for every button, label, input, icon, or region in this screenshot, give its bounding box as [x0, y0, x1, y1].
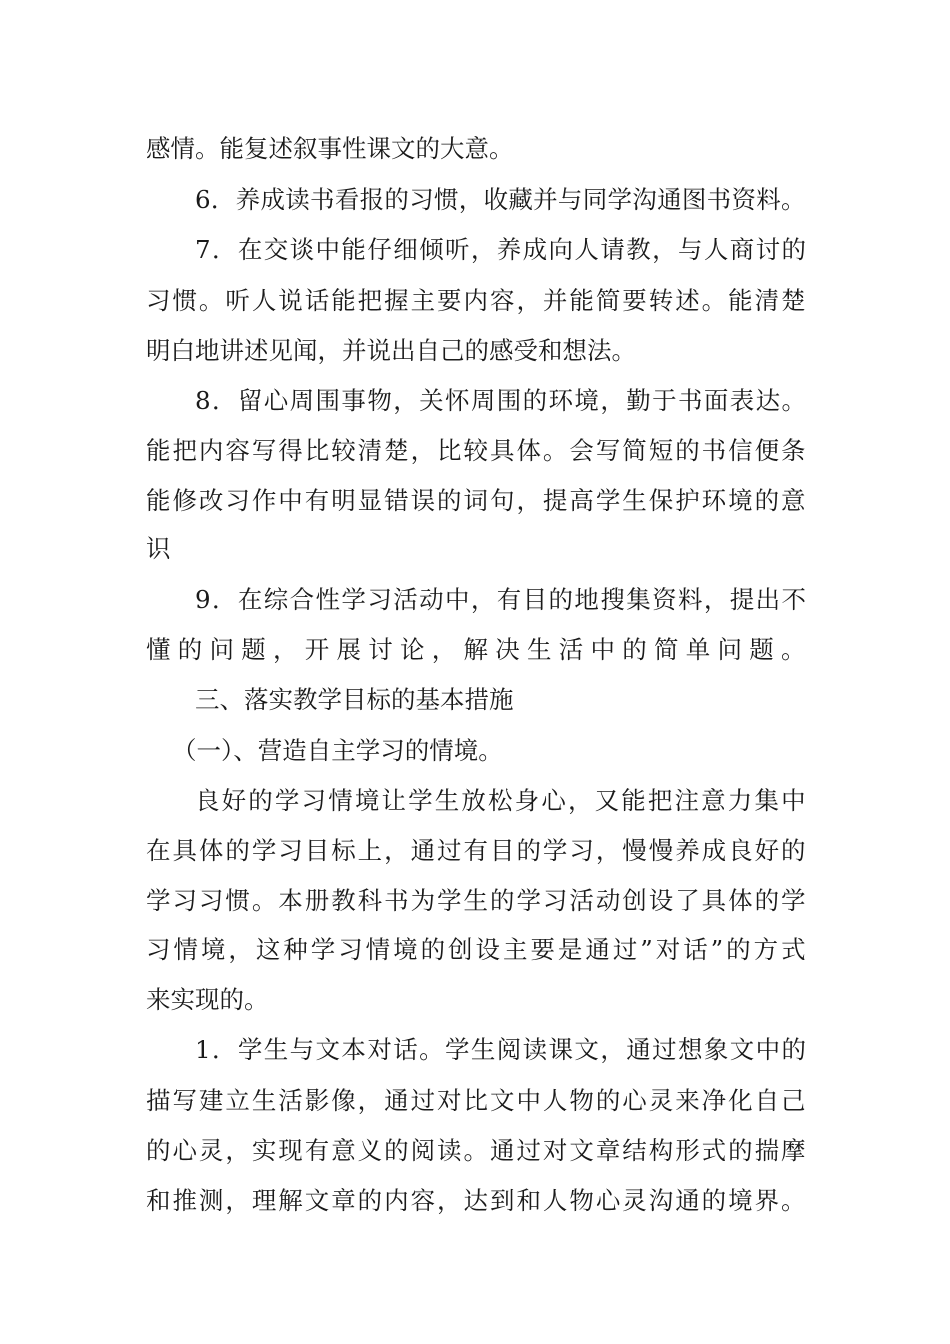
text-line: 懂的问题，开展讨论，解决生活中的简单问题。 [146, 635, 813, 664]
text-line: 能把内容写得比较清楚，比较具体。会写简短的书信便条 [146, 436, 808, 465]
text-line: 能修改习作中有明显错误的词句，提高学生保护环境的意 [146, 486, 808, 515]
paragraph-line: 来实现的。 [146, 985, 269, 1014]
paragraph-line: 描写建立生活影像，通过对比文中人物的心灵来净化自己 [146, 1086, 808, 1115]
paragraph-line: 和推测，理解文章的内容，达到和人物心灵沟通的境界。 [146, 1186, 808, 1215]
list-item-8: 8．留心周围事物，关怀周围的环境，勤于书面表达。 [195, 386, 808, 415]
paragraph-line: 习情境，这种学习情境的创设主要是通过”对话”的方式 [146, 935, 809, 964]
paragraph-line: 在具体的学习目标上，通过有目的学习，慢慢养成良好的 [146, 836, 808, 865]
subsection-heading: （一）、营造自主学习的情境。 [172, 736, 503, 765]
section-heading: 三、落实教学目标的基本措施 [195, 685, 514, 714]
list-item-6: 6．养成读书看报的习惯，收藏并与同学沟通图书资料。 [195, 185, 806, 214]
text-line: 习惯。听人说话能把握主要内容，并能简要转述。能清楚 [146, 286, 808, 315]
text-line: 感情。能复述叙事性课文的大意。 [146, 134, 514, 163]
paragraph-line: 良好的学习情境让学生放松身心，又能把注意力集中 [195, 786, 808, 815]
list-item-1: 1．学生与文本对话。学生阅读课文，通过想象文中的 [195, 1035, 808, 1064]
text-line: 明白地讲述见闻，并说出自己的感受和想法。 [146, 336, 636, 365]
list-item-7: 7．在交谈中能仔细倾听，养成向人请教，与人商讨的 [195, 235, 808, 264]
list-item-9: 9．在综合性学习活动中，有目的地搜集资料，提出不 [195, 585, 808, 614]
text-line: 识 [146, 534, 171, 563]
paragraph-line: 的心灵，实现有意义的阅读。通过对文章结构形式的揣摩 [146, 1136, 808, 1165]
paragraph-line: 学习习惯。本册教科书为学生的学习活动创设了具体的学 [146, 886, 808, 915]
